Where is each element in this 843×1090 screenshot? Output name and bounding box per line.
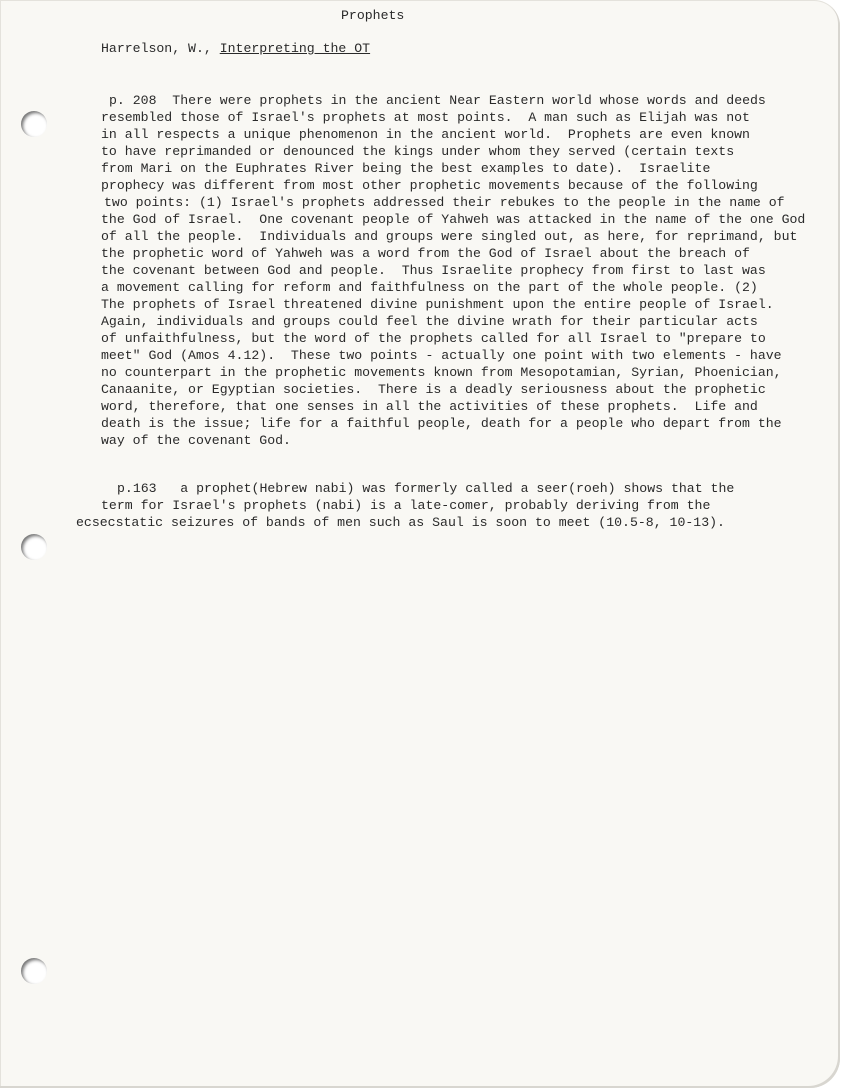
text-line: Canaanite, or Egyptian societies. There is a deadly seriousness about the prophetic — [101, 382, 766, 397]
text-line: no counterpart in the prophetic movements known from Mesopotamian, Syrian, Phoenician, — [101, 365, 782, 380]
text-line: meet" God (Amos 4.12). These two points - actually one point with two elements - have — [101, 348, 782, 363]
text-line: Again, individuals and groups could feel the divine wrath for their particular acts — [101, 314, 758, 329]
text-line: death is the issue; life for a faithful people, death for a people who depart from the — [101, 416, 782, 431]
text-line: The prophets of Israel threatened divine punishment upon the entire people of Israel. — [101, 297, 774, 312]
text-line: p.163 a prophet(Hebrew nabi) was formerly called a seer(roeh) shows that the — [117, 481, 735, 496]
text-line: of unfaithfulness, but the word of the prophets called for all Israel to "prepare to — [101, 331, 766, 346]
text-line: in all respects a unique phenomenon in the ancient world. Prophets are even known — [101, 127, 750, 142]
text-line: from Mari on the Euphrates River being the best examples to date). Israelite — [101, 161, 711, 176]
text-line: two points: (1) Israel's prophets addressed their rebukes to the people in the name of — [104, 195, 785, 210]
binder-hole-middle — [21, 534, 47, 560]
binder-hole-top — [21, 111, 47, 137]
text-line: term for Israel's prophets (nabi) is a late-comer, probably deriving from the — [101, 498, 711, 513]
text-line: the covenant between God and people. Thus Israelite prophecy from first to last was — [101, 263, 766, 278]
binder-hole-bottom — [21, 958, 47, 984]
text-line: resembled those of Israel's prophets at most points. A man such as Elijah was not — [101, 110, 750, 125]
text-line: word, therefore, that one senses in all the activities of these prophets. Life and — [101, 399, 758, 414]
text-line: the God of Israel. One covenant people of Yahweh was attacked in the name of the one God — [101, 212, 806, 227]
text-line: prophecy was different from most other prophetic movements because of the following — [101, 178, 758, 193]
text-line: the prophetic word of Yahweh was a word from the God of Israel about the breach of — [101, 246, 750, 261]
text-line: of all the people. Individuals and groups were singled out, as here, for reprimand, but — [101, 229, 798, 244]
text-line: p. 208 There were prophets in the ancient Near Eastern world whose words and deeds — [109, 93, 766, 108]
text-line: a movement calling for reform and faithfulness on the part of the whole people. (2) — [101, 280, 758, 295]
citation — [101, 41, 370, 56]
text-line: to have reprimanded or denounced the kings under whom they served (certain texts — [101, 144, 735, 159]
citation-work-title: Interpreting the OT — [219, 41, 371, 56]
text-line: ecsecstatic seizures of bands of men such as Saul is soon to meet (10.5-8, 10-13). — [76, 515, 725, 530]
text-line: way of the covenant God. — [101, 433, 291, 448]
page-title: Prophets — [341, 8, 405, 23]
citation-author: Harrelson, W., — [101, 41, 220, 56]
